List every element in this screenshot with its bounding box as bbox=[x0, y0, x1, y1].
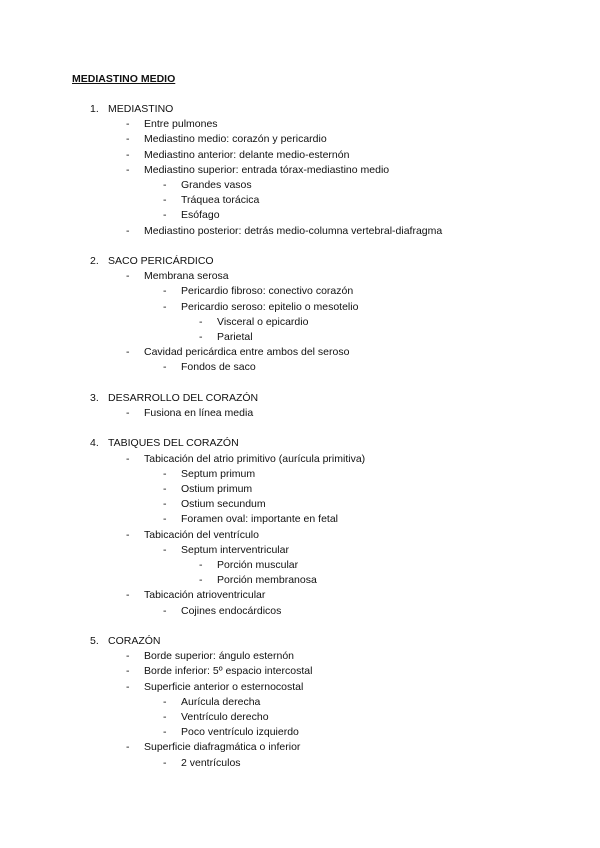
list-item bbox=[0, 725, 600, 740]
list-item bbox=[0, 528, 600, 543]
bullet-dash: - bbox=[126, 133, 130, 146]
list-item-text: Entre pulmones bbox=[144, 118, 218, 131]
list-item-text: Cojines endocárdicos bbox=[181, 604, 282, 617]
section-heading bbox=[0, 254, 600, 269]
bullet-dash: - bbox=[199, 574, 203, 587]
bullet-dash: - bbox=[126, 452, 130, 465]
list-item bbox=[0, 315, 600, 330]
section-heading-text: DESARROLLO DEL CORAZÓN bbox=[108, 391, 259, 404]
section-number: 3. bbox=[90, 391, 99, 404]
bullet-dash: - bbox=[163, 543, 167, 556]
bullet-dash: - bbox=[199, 315, 203, 328]
list-item-text: Mediastino posterior: detrás medio-columna vertebral-diafragma bbox=[144, 224, 443, 237]
bullet-dash: - bbox=[126, 118, 130, 131]
list-item-text: Membrana serosa bbox=[144, 270, 229, 283]
bullet-dash: - bbox=[163, 695, 167, 708]
bullet-dash: - bbox=[126, 224, 130, 237]
list-item bbox=[0, 497, 600, 512]
bullet-dash: - bbox=[163, 209, 167, 222]
bullet-dash: - bbox=[199, 559, 203, 571]
bullet-dash: - bbox=[163, 604, 167, 617]
bullet-dash: - bbox=[126, 528, 130, 541]
section-heading bbox=[0, 634, 600, 649]
list-item-text: Visceral o epicardio bbox=[217, 315, 309, 328]
section-number: 1. bbox=[90, 103, 99, 115]
section-number: 5. bbox=[90, 635, 99, 647]
list-item-text: Superficie anterior o esternocostal bbox=[144, 680, 304, 693]
list-item-text: Septum interventricular bbox=[181, 543, 289, 556]
bullet-dash: - bbox=[163, 498, 167, 511]
bullet-dash: - bbox=[126, 407, 130, 419]
list-item-text: Aurícula derecha bbox=[181, 695, 261, 708]
section-heading-text: CORAZÓN bbox=[108, 635, 161, 647]
list-item-text: Grandes vasos bbox=[181, 179, 252, 191]
bullet-dash: - bbox=[163, 300, 167, 313]
list-item-text: 2 ventrículos bbox=[181, 756, 241, 769]
bullet-dash: - bbox=[199, 331, 203, 343]
list-item-text: Tabicación atrioventricular bbox=[144, 589, 266, 602]
list-item-text: Pericardio seroso: epitelio o mesotelio bbox=[181, 300, 359, 313]
list-item bbox=[0, 406, 600, 421]
list-item-text: Mediastino medio: corazón y pericardio bbox=[144, 133, 327, 146]
list-item-text: Porción muscular bbox=[217, 559, 299, 571]
list-item bbox=[0, 345, 600, 360]
list-item bbox=[0, 269, 600, 284]
list-item bbox=[0, 224, 600, 239]
bullet-dash: - bbox=[126, 650, 130, 663]
list-item bbox=[0, 710, 600, 725]
list-item-text: Borde inferior: 5º espacio intercostal bbox=[144, 665, 313, 678]
bullet-dash: - bbox=[163, 483, 167, 495]
list-item bbox=[0, 132, 600, 147]
bullet-dash: - bbox=[163, 285, 167, 298]
list-item bbox=[0, 664, 600, 679]
list-item-text: Mediastino superior: entrada tórax-mediastino medio bbox=[144, 163, 390, 176]
list-item-text: Poco ventrículo izquierdo bbox=[181, 726, 299, 739]
list-item bbox=[0, 558, 600, 573]
page-title: MEDIASTINO MEDIO bbox=[72, 73, 176, 85]
bullet-dash: - bbox=[126, 270, 130, 283]
bullet-dash: - bbox=[126, 741, 130, 754]
bullet-dash: - bbox=[163, 194, 167, 207]
list-item bbox=[0, 117, 600, 132]
bullet-dash: - bbox=[163, 756, 167, 769]
list-item bbox=[0, 543, 600, 558]
list-item bbox=[0, 649, 600, 664]
bullet-dash: - bbox=[126, 163, 130, 176]
bullet-dash: - bbox=[163, 726, 167, 739]
section-heading bbox=[0, 436, 600, 451]
list-item-text: Esófago bbox=[181, 209, 220, 222]
bullet-dash: - bbox=[126, 680, 130, 693]
list-item bbox=[0, 193, 600, 208]
list-item bbox=[0, 512, 600, 527]
list-item bbox=[0, 680, 600, 695]
list-item bbox=[0, 604, 600, 619]
list-item-text: Foramen oval: importante en fetal bbox=[181, 513, 338, 526]
list-item bbox=[0, 588, 600, 603]
list-item-text: Septum primum bbox=[181, 467, 256, 480]
list-item-text: Pericardio fibroso: conectivo corazón bbox=[181, 285, 354, 298]
list-item-text: Superficie diafragmática o inferior bbox=[144, 741, 301, 754]
bullet-dash: - bbox=[126, 589, 130, 602]
list-item-text: Borde superior: ángulo esternón bbox=[144, 650, 295, 663]
bullet-dash: - bbox=[126, 148, 130, 161]
bullet-dash: - bbox=[163, 361, 167, 374]
bullet-dash: - bbox=[163, 179, 167, 191]
list-item bbox=[0, 330, 600, 345]
list-item-text: Tabicación del ventrículo bbox=[144, 528, 259, 541]
list-item-text: Parietal bbox=[217, 331, 253, 343]
list-item-text: Fusiona en línea media bbox=[144, 407, 254, 419]
list-item-text: Fondos de saco bbox=[181, 361, 256, 374]
list-item bbox=[0, 178, 600, 193]
section-heading bbox=[0, 391, 600, 406]
list-item-text: Tráquea torácica bbox=[181, 194, 260, 207]
list-item-text: Tabicación del atrio primitivo (aurícula primitiva) bbox=[144, 452, 366, 465]
section-heading-text: TABIQUES DEL CORAZÓN bbox=[108, 437, 239, 450]
list-item bbox=[0, 163, 600, 178]
list-item bbox=[0, 452, 600, 467]
list-item bbox=[0, 695, 600, 710]
list-item bbox=[0, 208, 600, 223]
list-item bbox=[0, 360, 600, 375]
list-item bbox=[0, 482, 600, 497]
list-item-text: Ostium primum bbox=[181, 483, 253, 495]
list-item-text: Porción membranosa bbox=[217, 574, 317, 587]
bullet-dash: - bbox=[163, 467, 167, 480]
list-item bbox=[0, 300, 600, 315]
section-number: 4. bbox=[90, 437, 99, 450]
list-item-text: Mediastino anterior: delante medio-esternón bbox=[144, 148, 350, 161]
section-number: 2. bbox=[90, 255, 99, 267]
list-item bbox=[0, 740, 600, 755]
list-item bbox=[0, 148, 600, 163]
list-item bbox=[0, 467, 600, 482]
bullet-dash: - bbox=[126, 346, 130, 359]
list-item bbox=[0, 573, 600, 588]
section-heading bbox=[0, 102, 600, 117]
list-item bbox=[0, 756, 600, 771]
list-item-text: Ostium secundum bbox=[181, 498, 266, 511]
bullet-dash: - bbox=[163, 513, 167, 526]
bullet-dash: - bbox=[163, 711, 167, 723]
bullet-dash: - bbox=[126, 665, 130, 678]
section-heading-text: SACO PERICÁRDICO bbox=[108, 255, 214, 267]
list-item-text: Ventrículo derecho bbox=[181, 711, 269, 723]
list-item bbox=[0, 284, 600, 299]
list-item-text: Cavidad pericárdica entre ambos del seroso bbox=[144, 346, 350, 359]
section-heading-text: MEDIASTINO bbox=[108, 103, 174, 115]
